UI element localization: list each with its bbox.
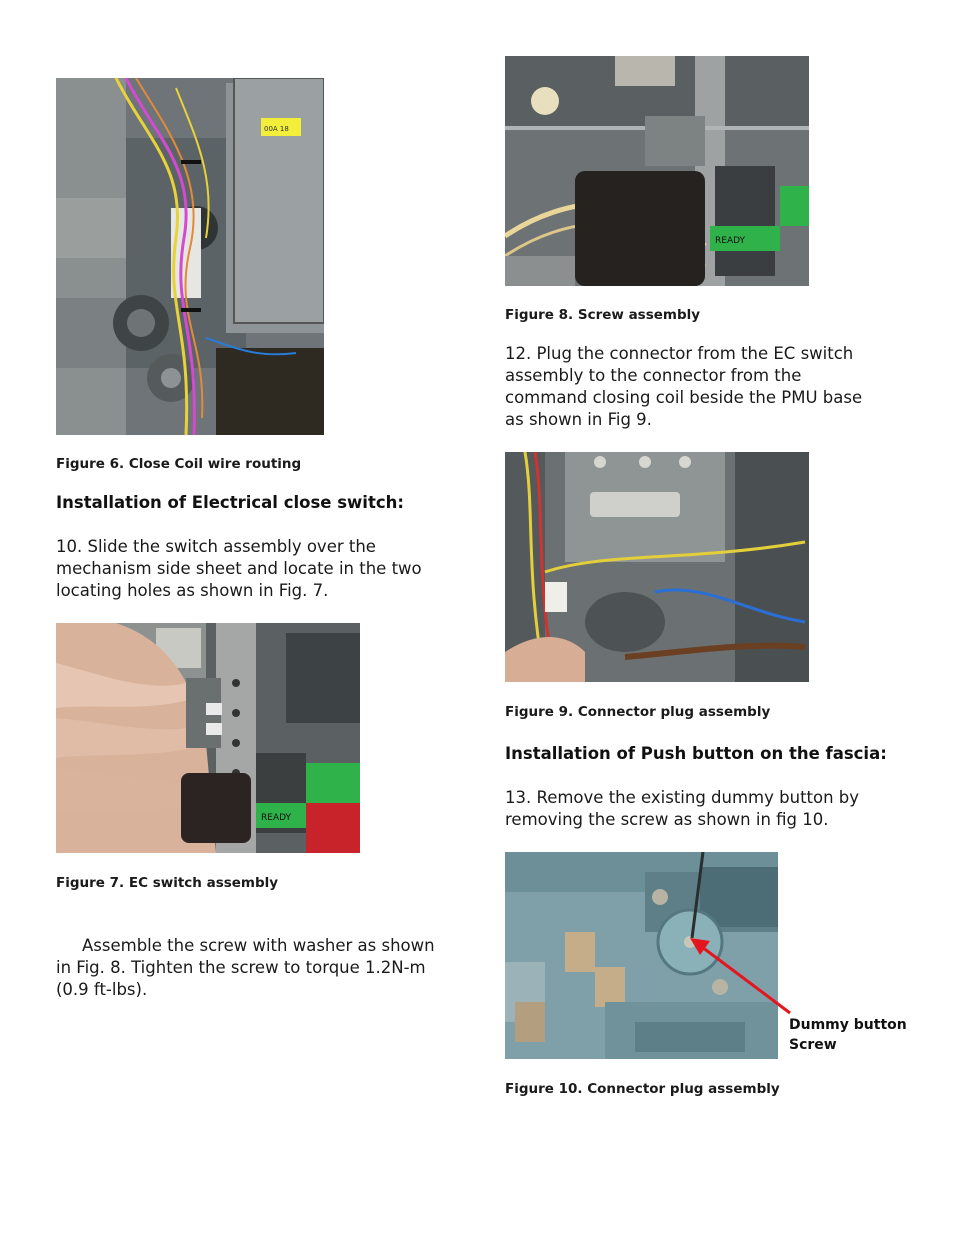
step-11-text: Assemble the screw with washer as shown in Fig. 8. Tighten the screw to torque 1.2N-m (0.9 ft-lbs). xyxy=(56,936,435,999)
callout-arrow xyxy=(680,925,800,1025)
figure-9-photo xyxy=(505,452,809,682)
figure-8-sticker-text: READY xyxy=(715,236,746,246)
figure-9-caption: Figure 9. Connector plug assembly xyxy=(505,704,771,720)
step-13-text: 13. Remove the existing dummy button by removing the screw as shown in fig 10. xyxy=(505,788,860,829)
callout-line-2: Screw xyxy=(789,1037,837,1053)
section-heading-pushbutton: Installation of Push button on the fascia: xyxy=(505,744,887,763)
figure-7-sticker-text: READY xyxy=(261,813,292,823)
figure-6-caption: Figure 6. Close Coil wire routing xyxy=(56,456,302,472)
figure-8-caption: Figure 8. Screw assembly xyxy=(505,307,701,323)
figure-7-caption: Figure 7. EC switch assembly xyxy=(56,875,279,891)
figure-10-caption: Figure 10. Connector plug assembly xyxy=(505,1081,780,1097)
figure-6-tag-text: 00A 18 xyxy=(264,125,289,133)
figure-7-photo xyxy=(56,623,360,853)
step-10-text: 10. Slide the switch assembly over the mechanism side sheet and locate in the two locating holes as shown in Fig. 7. xyxy=(56,537,422,600)
figure-8-photo xyxy=(505,56,809,286)
figure-10-callout xyxy=(789,1015,907,1055)
section-heading-electrical: Installation of Electrical close switch: xyxy=(56,493,404,512)
step-12-text: 12. Plug the connector from the EC switch assembly to the connector from the command closing coil beside the PMU base as shown in Fig 9. xyxy=(505,344,863,429)
callout-line-1: Dummy button xyxy=(789,1017,907,1033)
figure-6-photo xyxy=(56,78,324,435)
